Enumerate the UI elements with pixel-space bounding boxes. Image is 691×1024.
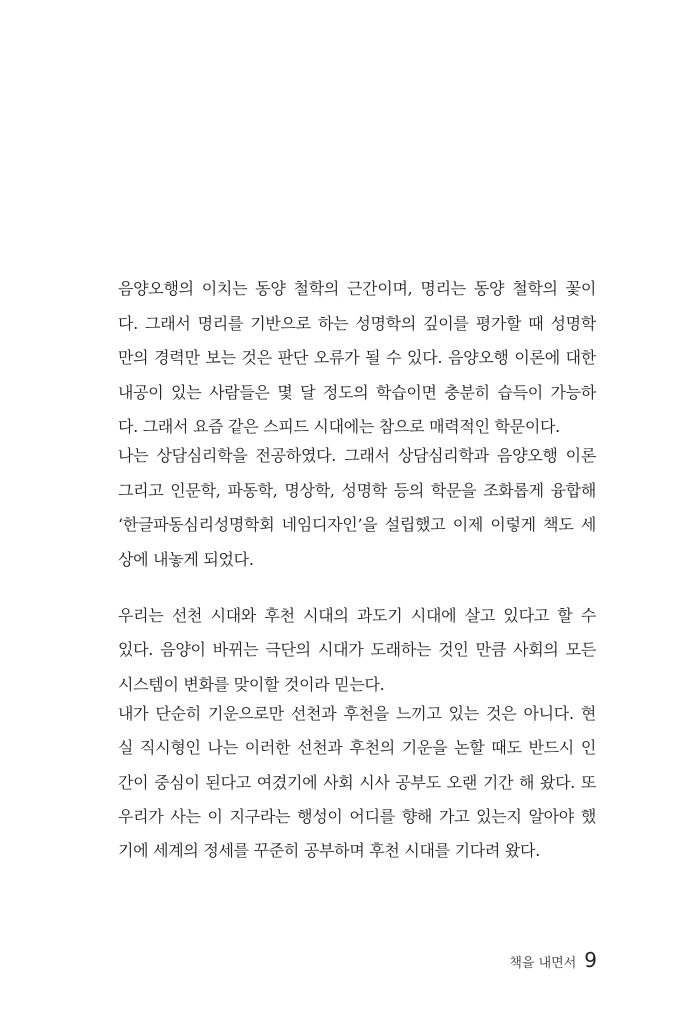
text-line: 나는 상담심리학을 전공하였다. 그래서 상담심리학과 음양오행 이론 (118, 446, 596, 465)
text-line: 우리가 사는 이 지구라는 행성이 어디를 향해 가고 있는지 알아야 했 (118, 807, 596, 826)
text-line: 간이 중심이 된다고 여겼기에 사회 시사 공부도 오랜 기간 해 왔다. 또 (118, 773, 596, 792)
text-line: 음양오행의 이치는 동양 철학의 근간이며, 명리는 동양 철학의 꽃이 (118, 279, 596, 298)
text-line: 만의 경력만 보는 것은 판단 오류가 될 수 있다. 음양오행 이론에 대한 (118, 348, 596, 367)
text-line: 내가 단순히 기운으로만 선천과 후천을 느끼고 있는 것은 아니다. 현 (118, 704, 596, 723)
text-line: 상에 내놓게 되었다. (118, 550, 254, 569)
text-line: 내공이 있는 사람들은 몇 달 정도의 학습이면 충분히 습득이 가능하 (118, 383, 596, 402)
text-line: 다. 그래서 요즘 같은 스피드 시대에는 참으로 매력적인 학문이다. (118, 417, 560, 436)
running-title: 책을 내면서 (509, 956, 577, 971)
text-line: 시스템이 변화를 맞이할 것이라 믿는다. (118, 675, 385, 694)
text-line: 기에 세계의 정세를 꾸준히 공부하며 후천 시대를 기다려 왔다. (118, 841, 540, 860)
page-number: 9 (584, 948, 597, 972)
page-footer (509, 948, 597, 972)
text-line: ‘한글파동심리성명학회 네임디자인’을 설립했고 이제 이렇게 책도 세 (118, 515, 596, 534)
text-line: 있다. 음양이 바뀌는 극단의 시대가 도래하는 것인 만큼 사회의 모든 (118, 640, 596, 659)
text-line: 실 직시형인 나는 이러한 선천과 후천의 기운을 논할 때도 반드시 인 (118, 738, 596, 757)
text-line: 그리고 인문학, 파동학, 명상학, 성명학 등의 학문을 조화롭게 융합해 (118, 481, 596, 500)
text-line: 다. 그래서 명리를 기반으로 하는 성명학의 깊이를 평가할 때 성명학 (118, 314, 596, 333)
text-line: 우리는 선천 시대와 후천 시대의 과도기 시대에 살고 있다고 할 수 (118, 606, 596, 625)
